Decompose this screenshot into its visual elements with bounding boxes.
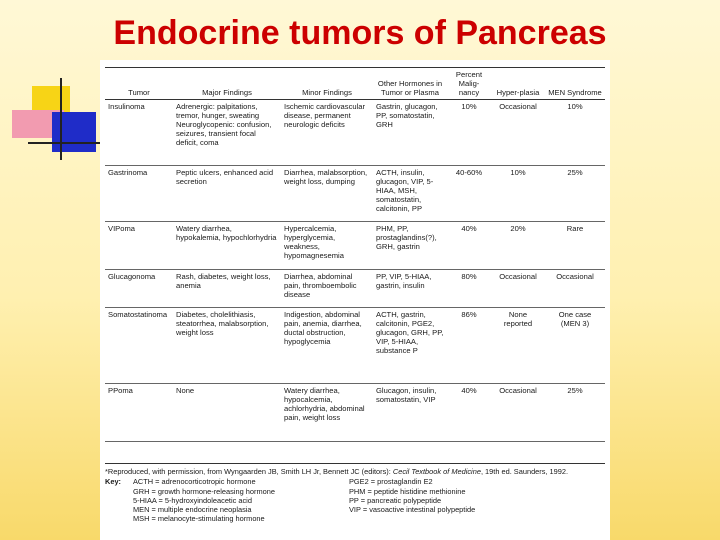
key-item: MSH = melanocyte-stimulating hormone: [133, 514, 265, 524]
table-cell: Diarrhea, malabsorption, weight loss, dumping: [281, 166, 373, 222]
header-cell: Tumor: [105, 68, 173, 100]
key-item: PHM = peptide histidine methionine: [349, 486, 466, 496]
key-item: PP = pancreatic polypeptide: [349, 495, 442, 505]
table-cell: Watery diarrhea, hypokalemia, hypochlorhydria: [173, 222, 281, 270]
header-cell: Major Findings: [173, 68, 281, 100]
decorative-horizontal-line: [28, 142, 102, 144]
table-cell: Occasional: [491, 384, 545, 442]
header-cell: Hyper-plasia: [491, 68, 545, 100]
header-cell: Other Hormones in Tumor or Plasma: [373, 68, 447, 100]
slide-title: Endocrine tumors of Pancreas: [113, 14, 607, 52]
table-cell: Watery diarrhea, hypocalcemia, achlorhydria, abdominal pain, weight loss: [281, 384, 373, 442]
decorative-blue-square: [52, 112, 96, 152]
abbreviation-key: [105, 477, 605, 523]
table-cell: Occasional: [491, 100, 545, 166]
tumor-name: Insulinoma: [105, 100, 173, 166]
key-label: Key:: [105, 477, 122, 487]
table-cell: 40%: [447, 222, 491, 270]
table-cell: Rare: [545, 222, 605, 270]
table-cell: 10%: [545, 100, 605, 166]
key-item: ACTH = adrenocorticotropic hormone: [133, 477, 256, 487]
table-cell: 10%: [447, 100, 491, 166]
header-cell: Minor Findings: [281, 68, 373, 100]
table-cell: 40-60%: [447, 166, 491, 222]
table-cell: 10%: [491, 166, 545, 222]
table-cell: Gastrin, glucagon, PP, somatostatin, GRH: [373, 100, 447, 166]
header-cell: MEN Syndrome: [545, 68, 605, 100]
table-cell: ACTH, gastrin, calcitonin, PGE2, glucagon, GRH, PP, VIP, 5-HIAA, substance P: [373, 308, 447, 384]
table-cell: 20%: [491, 222, 545, 270]
table-cell: One case (MEN 3): [545, 308, 605, 384]
table-cell: PP, VIP, 5-HIAA, gastrin, insulin: [373, 270, 447, 308]
tumor-name: PPoma: [105, 384, 173, 442]
table-cell: ACTH, insulin, glucagon, VIP, 5-HIAA, MSH, somatostatin, calcitonin, PP: [373, 166, 447, 222]
citation-suffix: , 19th ed. Saunders, 1992.: [480, 467, 569, 476]
table-cell: 86%: [447, 308, 491, 384]
key-item: PGE2 = prostaglandin E2: [349, 477, 433, 487]
tumor-name: Somatostatinoma: [105, 308, 173, 384]
table-cell: Peptic ulcers, enhanced acid secretion: [173, 166, 281, 222]
table-cell: Diabetes, cholelithiasis, steatorrhea, malabsorption, weight loss: [173, 308, 281, 384]
table-cell: Glucagon, insulin, somatostatin, VIP: [373, 384, 447, 442]
key-column-right: [349, 477, 569, 523]
table-row: [105, 270, 605, 308]
table-cell: Diarrhea, abdominal pain, thromboembolic disease: [281, 270, 373, 308]
citation-title: Cecil Textbook of Medicine: [392, 467, 481, 476]
key-item: 5-HIAA = 5-hydroxyindoleacetic acid: [133, 495, 252, 505]
header-cell: Percent Malig-nancy: [447, 68, 491, 100]
key-item: MEN = multiple endocrine neoplasia: [133, 505, 252, 515]
tumor-name: VIPoma: [105, 222, 173, 270]
key-item: VIP = vasoactive intestinal polypeptide: [349, 505, 476, 515]
table-row: [105, 100, 605, 166]
table-image: [100, 60, 610, 540]
table-cell: Occasional: [545, 270, 605, 308]
table-header-row: [105, 68, 605, 100]
decorative-vertical-line: [60, 78, 62, 160]
table-cell: Ischemic cardiovascular disease, permanent neurologic deficits: [281, 100, 373, 166]
tumor-name: Glucagonoma: [105, 270, 173, 308]
table-cell: 40%: [447, 384, 491, 442]
table-cell: PHM, PP, prostaglandins(?), GRH, gastrin: [373, 222, 447, 270]
table-cell: 25%: [545, 166, 605, 222]
table-footnotes: [105, 463, 605, 524]
table-cell: Indigestion, abdominal pain, anemia, diarrhea, ductal obstruction, hypoglycemia: [281, 308, 373, 384]
table-row: [105, 308, 605, 384]
key-column-left: [133, 477, 343, 523]
table-cell: Adrenergic: palpitations, tremor, hunger, sweating Neuroglycopenic: confusion, seizures, transient focal deficit, coma: [173, 100, 281, 166]
tumor-name: Gastrinoma: [105, 166, 173, 222]
table-row: [105, 166, 605, 222]
table-cell: None reported: [491, 308, 545, 384]
table-cell: Hypercalcemia, hyperglycemia, weakness, hypomagnesemia: [281, 222, 373, 270]
reference-citation: [105, 467, 605, 476]
key-item: GRH = growth hormone-releasing hormone: [133, 486, 275, 496]
table-row: [105, 222, 605, 270]
table-cell: Rash, diabetes, weight loss, anemia: [173, 270, 281, 308]
table-cell: 25%: [545, 384, 605, 442]
table-cell: Occasional: [491, 270, 545, 308]
table-cell: None: [173, 384, 281, 442]
endocrine-tumor-table: [105, 67, 605, 442]
table-row: [105, 384, 605, 442]
citation-prefix: *Reproduced, with permission, from Wyngaarden JB, Smith LH Jr, Bennett JC (editors):: [105, 467, 393, 476]
table-cell: 80%: [447, 270, 491, 308]
